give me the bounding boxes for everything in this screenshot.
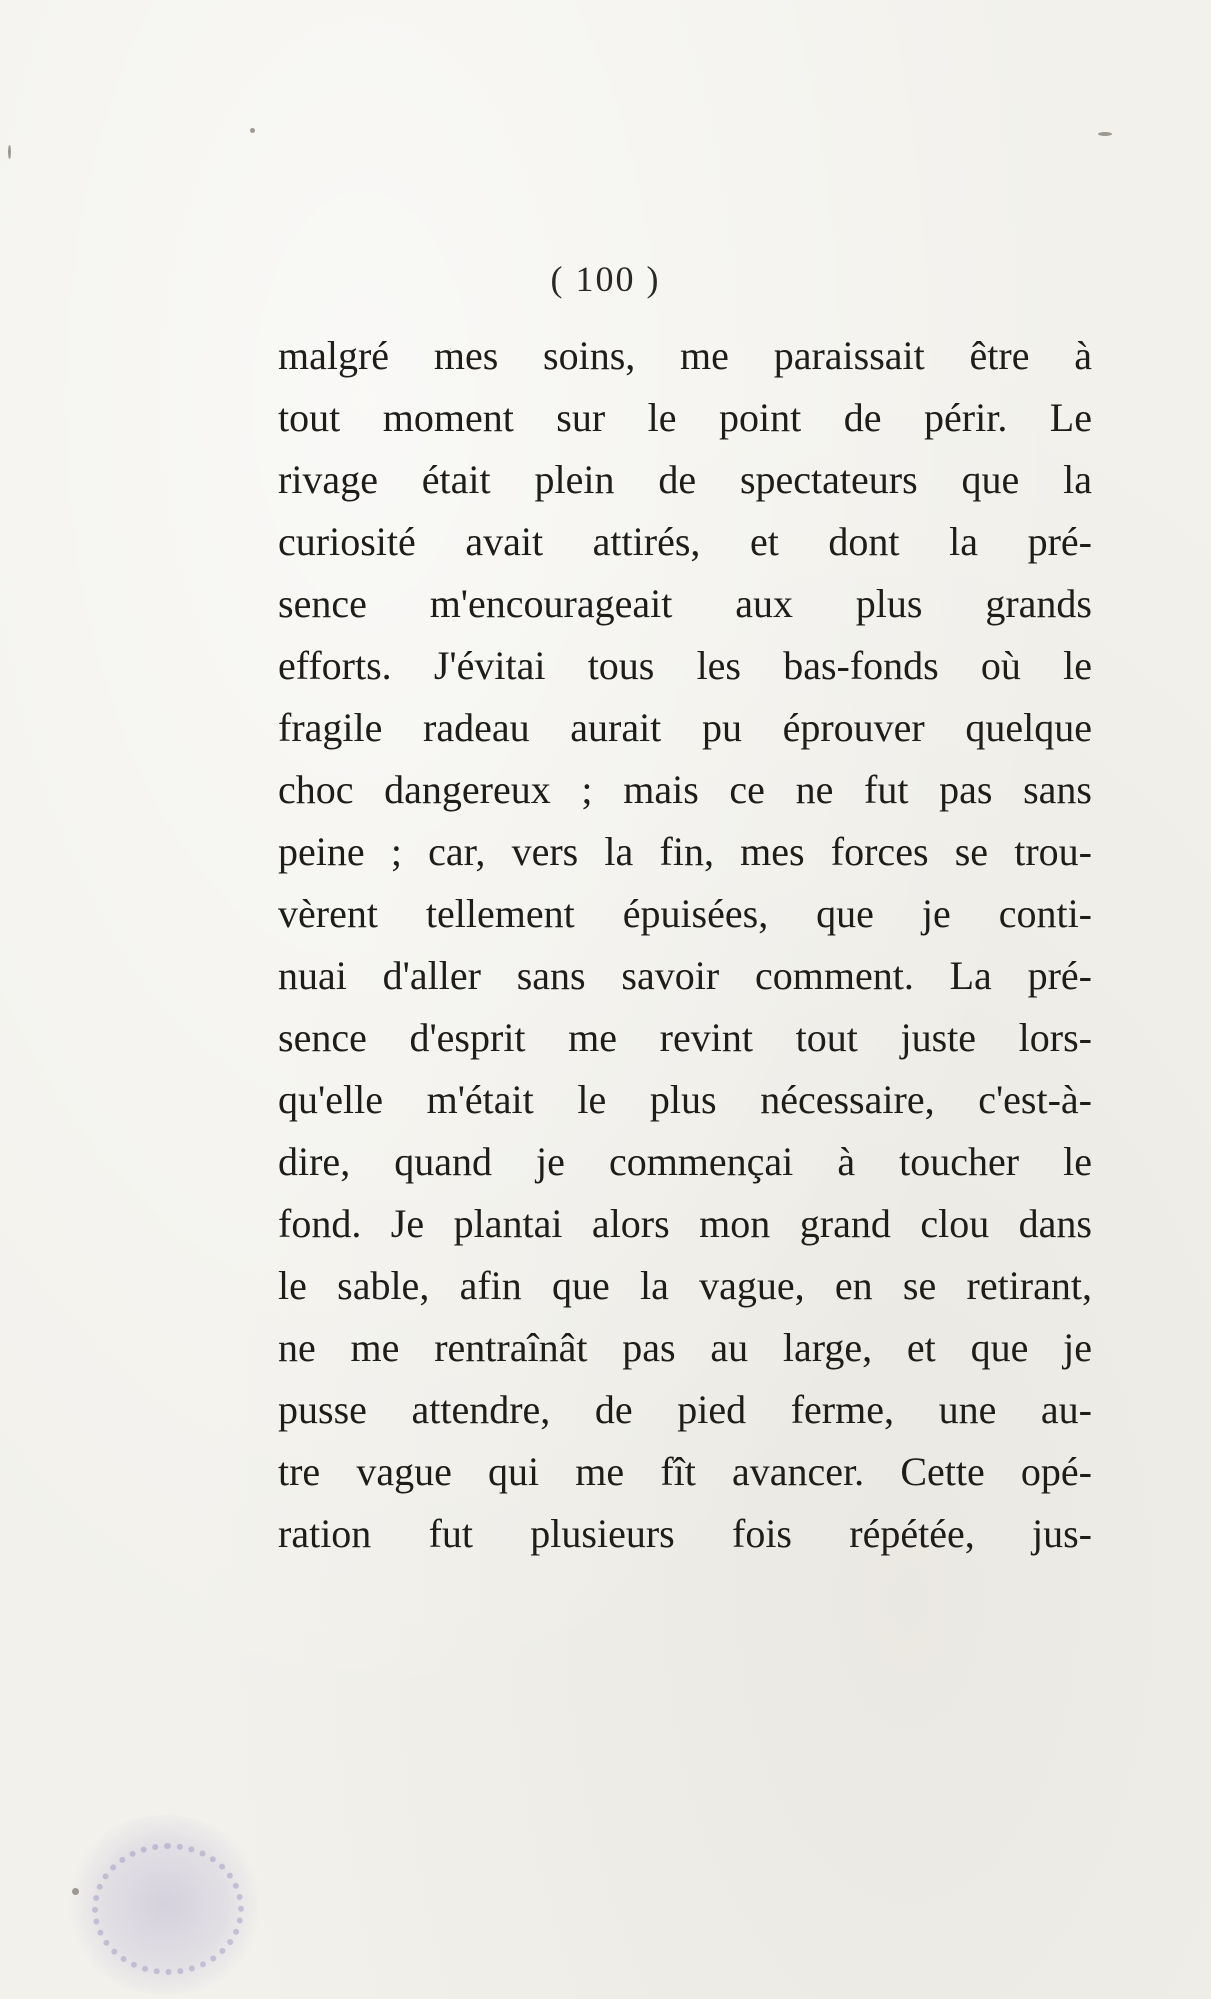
- text-line: sence d'esprit me revint tout juste lors-: [278, 1015, 1092, 1060]
- text-line: vèrent tellement épuisées, que je conti-: [278, 891, 1092, 936]
- text-line: fond. Je plantai alors mon grand clou dans: [278, 1201, 1092, 1246]
- text-line: pusse attendre, de pied ferme, une au-: [278, 1387, 1092, 1432]
- ink-speck: [8, 145, 11, 159]
- text-line: tout moment sur le point de périr. Le: [278, 395, 1092, 440]
- text-line: efforts. J'évitai tous les bas-fonds où le: [278, 643, 1092, 688]
- text-line: curiosité avait attirés, et dont la pré-: [278, 519, 1092, 564]
- ink-speck: [250, 128, 255, 133]
- text-line: ration fut plusieurs fois répétée, jus-: [278, 1511, 1092, 1556]
- text-line: ne me rentraînât pas au large, et que je: [278, 1325, 1092, 1370]
- text-line: tre vague qui me fît avancer. Cette opé-: [278, 1449, 1092, 1494]
- text-line: malgré mes soins, me paraissait être à: [278, 333, 1092, 378]
- body-text: [278, 325, 1092, 1565]
- ink-speck: [1098, 132, 1112, 136]
- text-line: qu'elle m'était le plus nécessaire, c'est-à-: [278, 1077, 1092, 1122]
- text-line: nuai d'aller sans savoir comment. La pré-: [278, 953, 1092, 998]
- text-line: choc dangereux ; mais ce ne fut pas sans: [278, 767, 1092, 812]
- library-stamp: [62, 1815, 268, 1995]
- text-line: peine ; car, vers la fin, mes forces se trou-: [278, 829, 1092, 874]
- page-number: ( 100 ): [550, 259, 661, 299]
- ink-speck: [72, 1888, 79, 1895]
- text-line: fragile radeau aurait pu éprouver quelque: [278, 705, 1092, 750]
- text-line: sence m'encourageait aux plus grands: [278, 581, 1092, 626]
- text-line: rivage était plein de spectateurs que la: [278, 457, 1092, 502]
- text-line: dire, quand je commençai à toucher le: [278, 1139, 1092, 1184]
- text-line: le sable, afin que la vague, en se retirant,: [278, 1263, 1092, 1308]
